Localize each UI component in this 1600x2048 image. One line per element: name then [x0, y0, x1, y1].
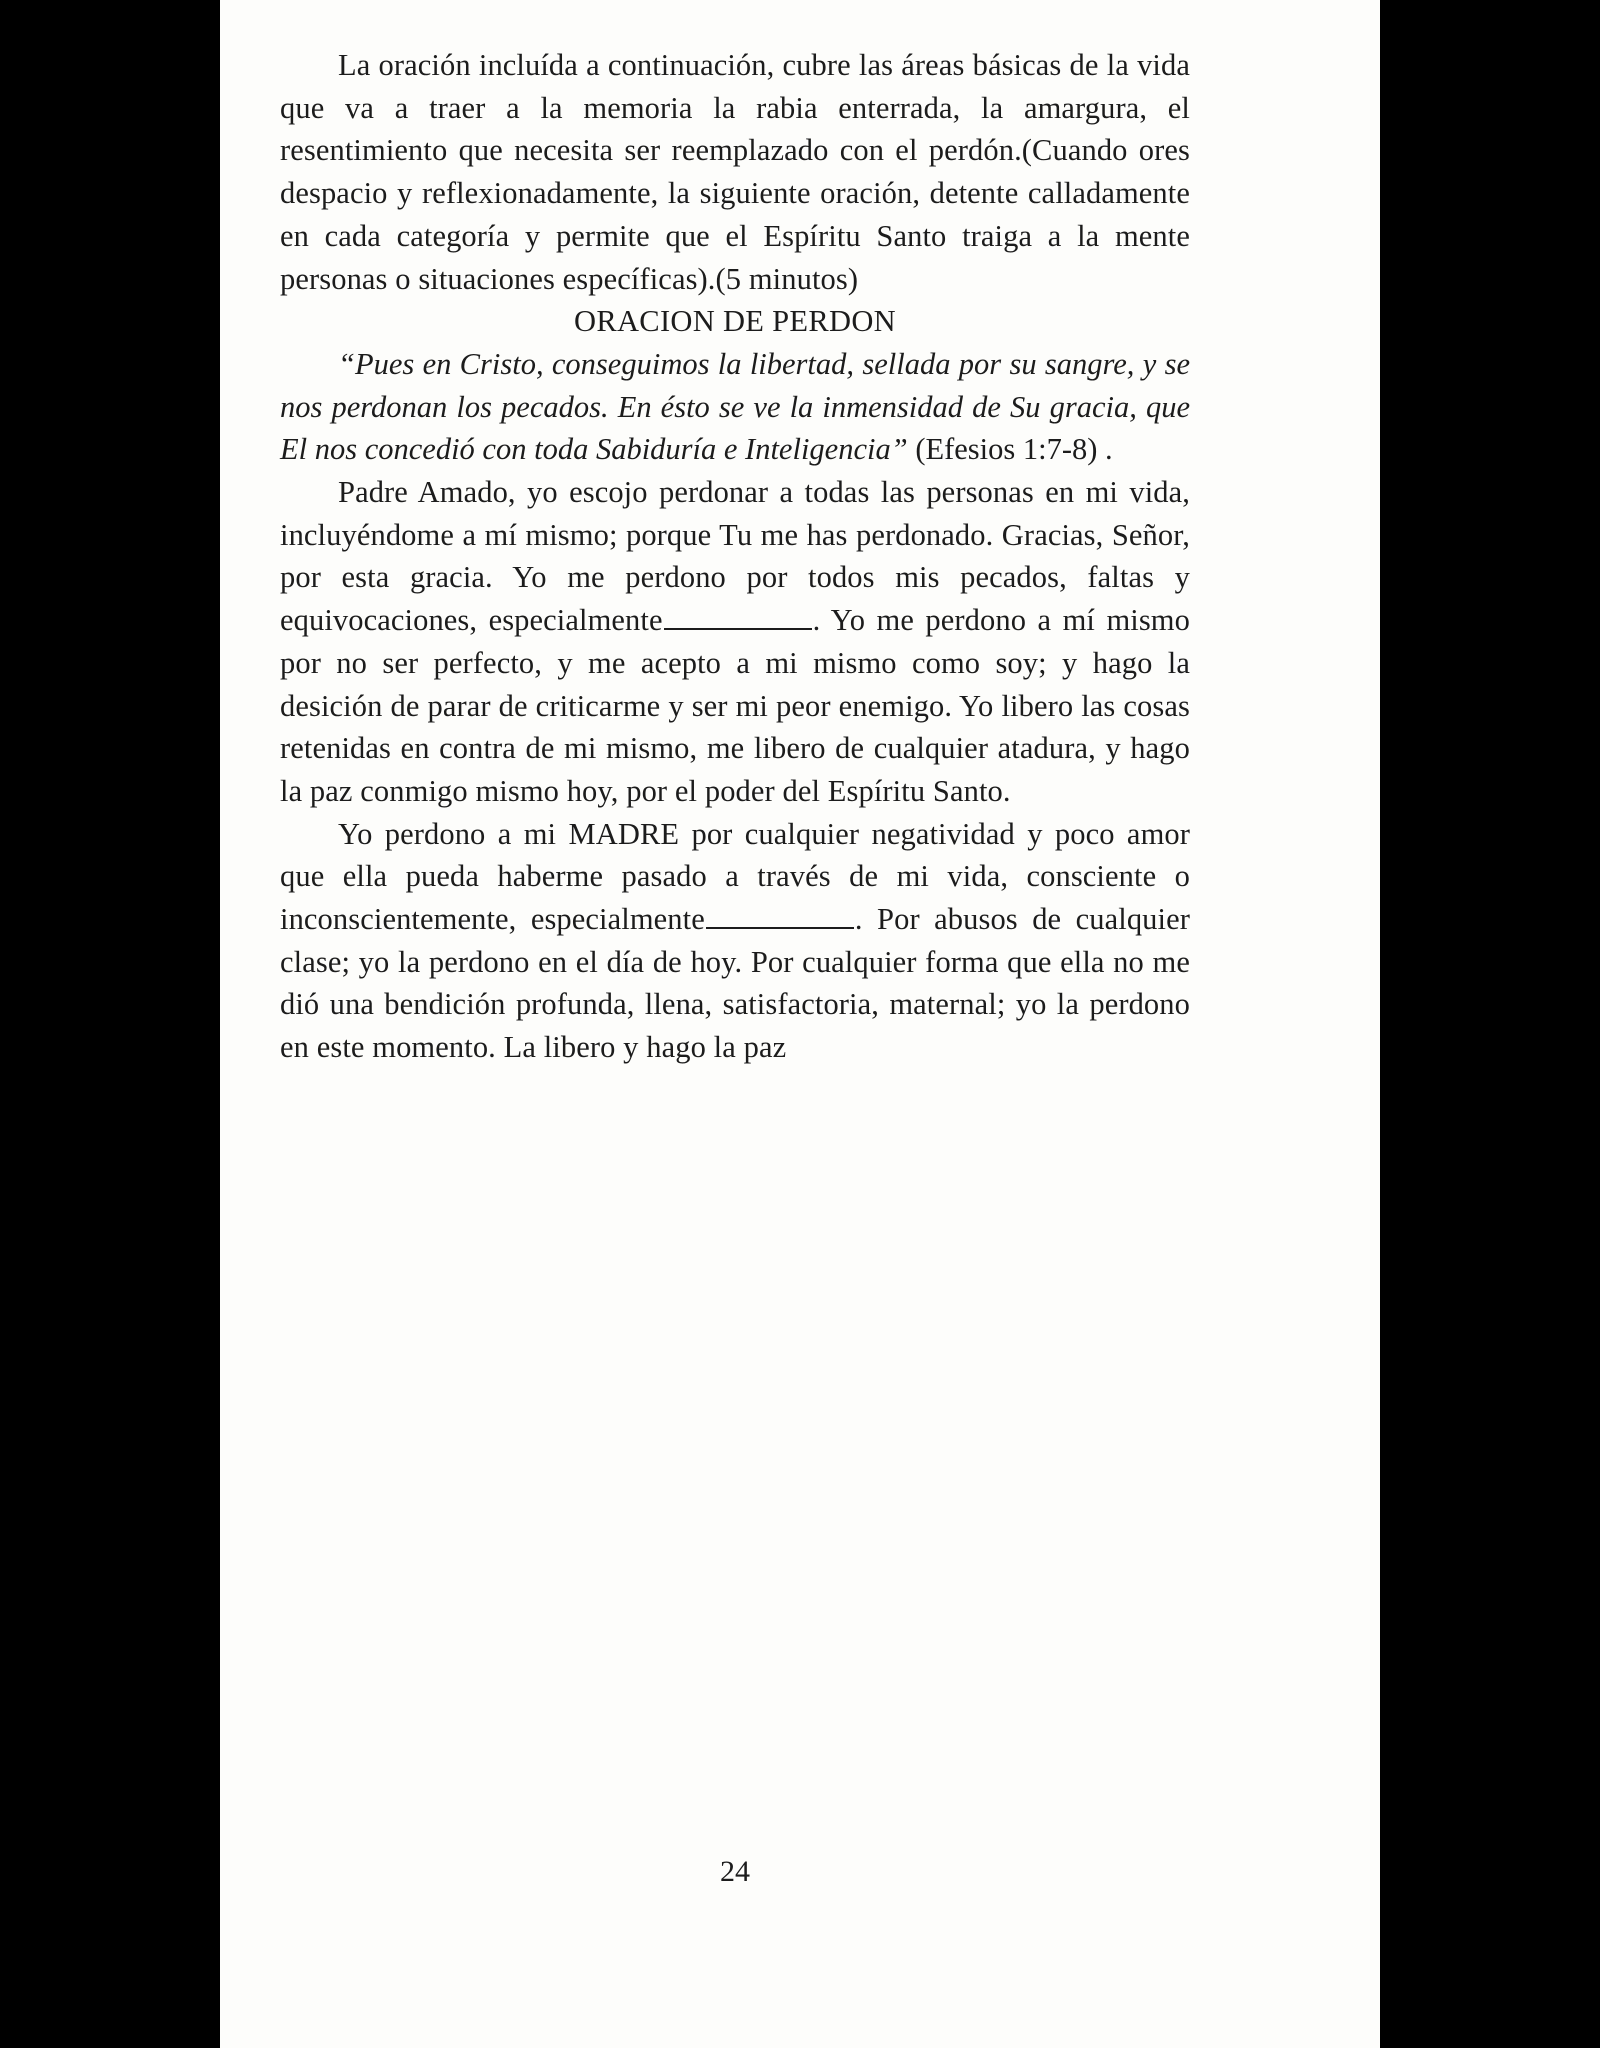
fill-in-blank-self[interactable] [664, 603, 812, 630]
paragraph-self-text-before-blank: Padre Amado, yo escojo perdonar a todas las personas en mi vida, incluyéndome a mí mismo; porque Tu me has perdonado. Gracias, Señor, por esta gracia. Yo me perdono por todos mis pecados, faltas y equivocaciones, especialmente [280, 475, 1190, 638]
scripture-quote-block [280, 343, 1190, 471]
scanned-page [220, 0, 1380, 2048]
scripture-citation: (Efesios 1:7-8) . [915, 432, 1113, 467]
paragraph-mother-text-after-blank: . Por abusos de cualquier clase; yo la perdono en el día de hoy. Por cualquier forma que ella no me dió una bendición profunda, llena, satisfactoria, maternal; yo la perdono en este momento. La libero y hago la paz [280, 902, 1190, 1065]
page-number: 24 [720, 1855, 750, 1888]
scripture-quote-text: “Pues en Cristo, conseguimos la libertad, sellada por su sangre, y se nos perdonan los pecados. En ésto se ve la inmensidad de Su gracia, que El nos concedió con toda Sabiduría e Inteligencia” [280, 346, 1190, 467]
paragraph-self-forgiveness [280, 471, 1190, 813]
section-heading: ORACION DE PERDON [574, 304, 896, 339]
paragraph-self-text-after-blank: . Yo me perdono a mí mismo por no ser perfecto, y me acepto a mi mismo como soy; y hago la desición de parar de criticarme y ser mi peor enemigo. Yo libero las cosas retenidas en contra de mi mismo, me libero de cualquier atadura, y hago la paz conmigo mismo hoy, por el poder del Espíritu Santo. [280, 603, 1190, 808]
page-inner [280, 0, 1320, 2048]
letterbox-right [1380, 0, 1600, 2048]
paragraph-mother-text-before-blank: Yo perdono a mi MADRE por cualquier negatividad y poco amor que ella pueda haberme pasado a través de mi vida, consciente o inconscientemente, especialmente [280, 816, 1190, 937]
fill-in-blank-mother[interactable] [706, 902, 854, 929]
page-text-block [280, 44, 1190, 1069]
letterbox-left [0, 0, 220, 2048]
paragraph-mother-forgiveness [280, 813, 1190, 1069]
paragraph-intro: La oración incluída a continuación, cubre las áreas básicas de la vida que va a traer a la memoria la rabia enterrada, la amargura, el resentimiento que necesita ser reemplazado con el perdón.(Cuando ores despacio y reflexionadamente, la siguiente oración, detente calladamente en cada categoría y permite que el Espíritu Santo traiga a la mente personas o situaciones específicas).(5 minutos) [280, 48, 1190, 296]
